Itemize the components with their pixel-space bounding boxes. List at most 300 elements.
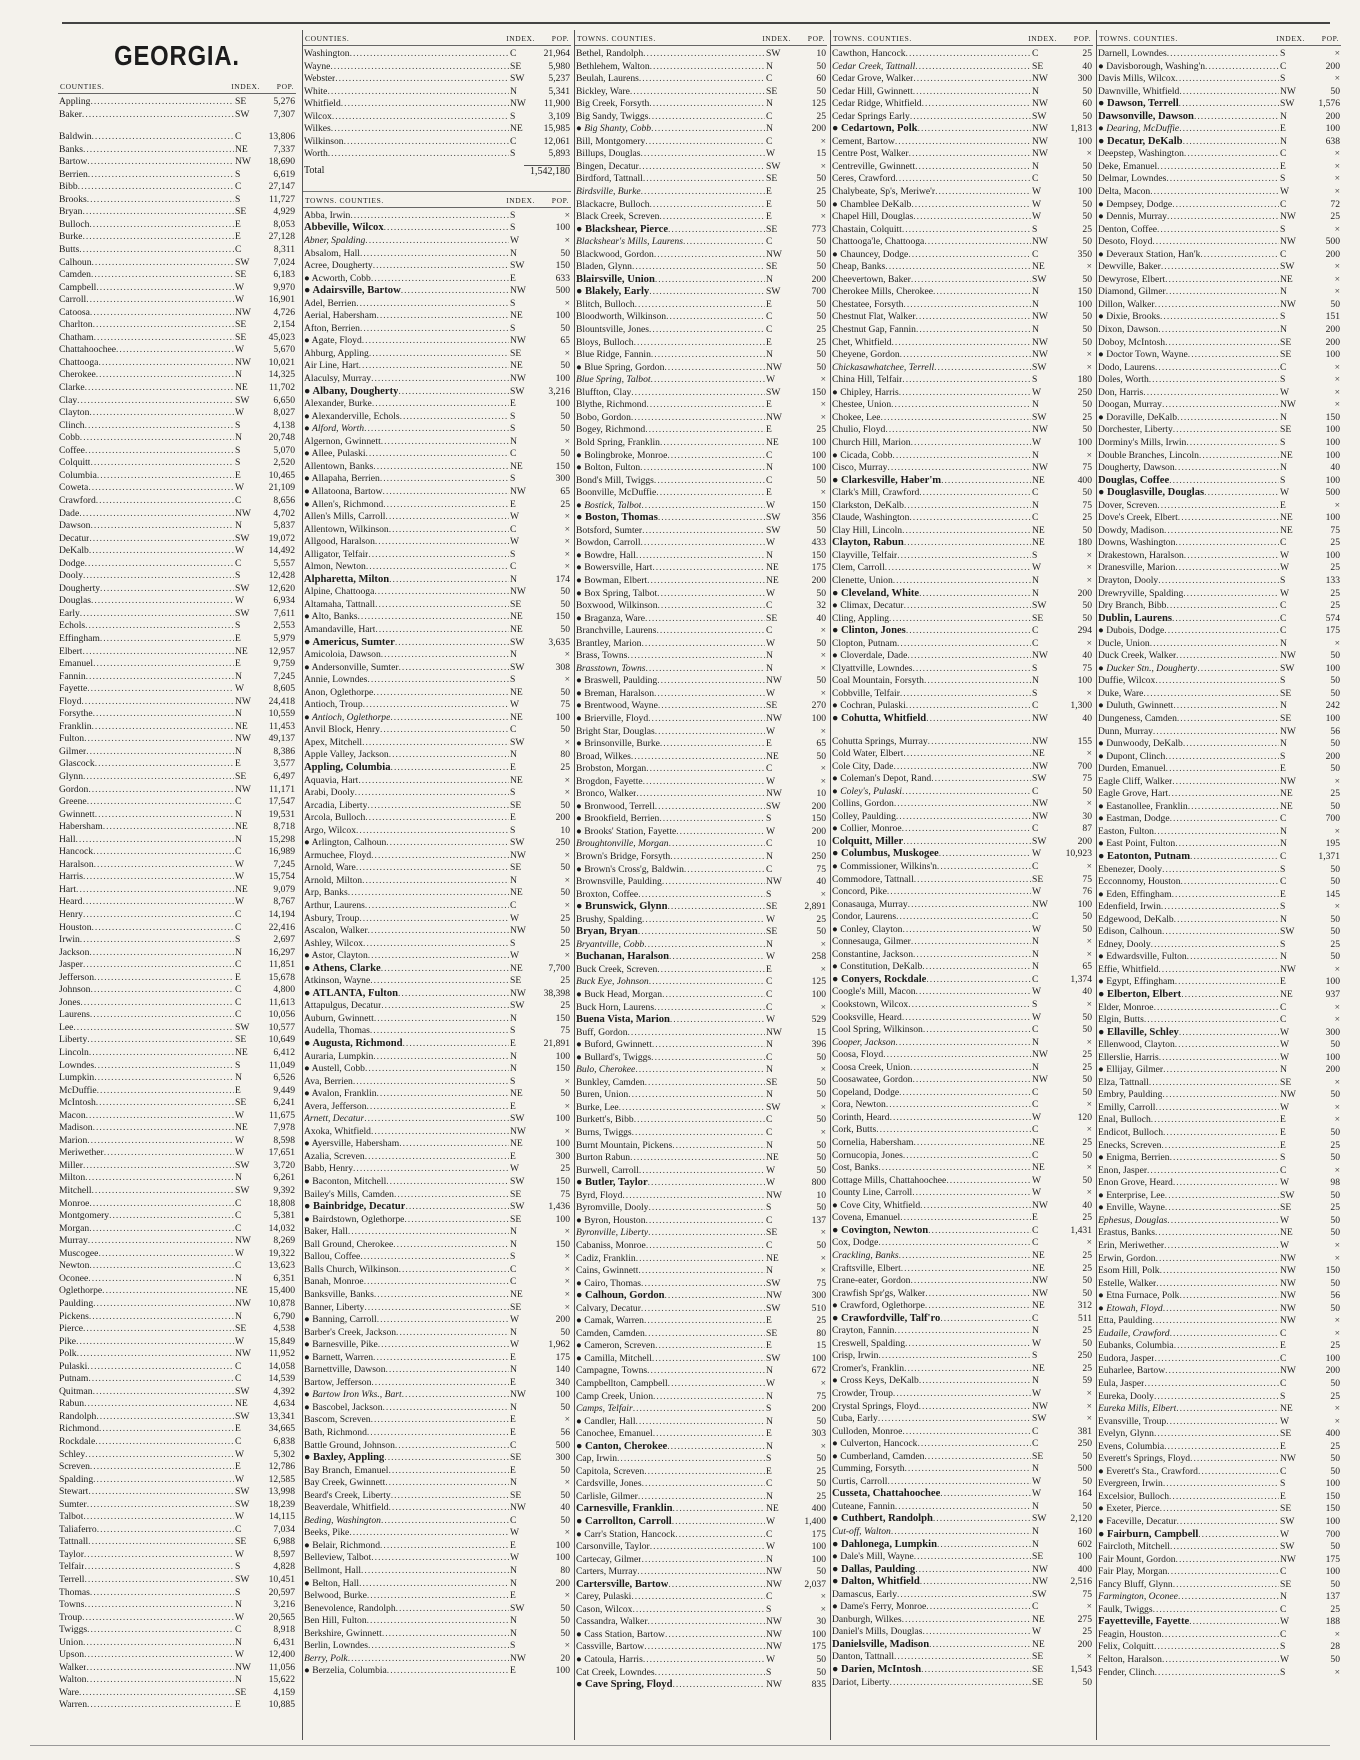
town-row — [831, 236, 1093, 249]
county-name: Dade — [59, 507, 80, 519]
index-cell: S — [1280, 901, 1286, 913]
county-row — [58, 395, 296, 408]
index-cell: N — [1280, 411, 1287, 423]
population-cell: 200 — [811, 1403, 826, 1415]
town-name: Clyattville, Lowndes — [832, 662, 913, 674]
town-name: Eureka, Dooly — [1098, 1390, 1154, 1402]
index-cell: N — [1032, 286, 1039, 298]
population-cell: 100 — [1077, 135, 1092, 147]
index-cell: N — [235, 808, 242, 820]
leader-dots — [92, 721, 234, 734]
index-cell: E — [510, 398, 516, 410]
leader-dots — [642, 914, 765, 927]
leader-dots — [371, 850, 509, 863]
town-row — [831, 1551, 1093, 1564]
leader-dots — [373, 1051, 509, 1064]
town-name: Dranesville, Marion — [1098, 562, 1176, 574]
index-cell: SE — [1280, 336, 1292, 348]
population-cell: 7,024 — [273, 256, 295, 268]
town-name: Eagle Cliff, Walker — [1098, 775, 1173, 787]
town-row — [1097, 788, 1341, 801]
town-name: Birdford, Tattnall — [576, 173, 643, 185]
population-cell: 9,759 — [273, 658, 295, 670]
index-cell: SE — [510, 1213, 522, 1225]
population-cell: 9,970 — [273, 281, 295, 293]
population-cell: 4,828 — [273, 1561, 295, 1573]
population-cell: 200 — [1325, 336, 1340, 348]
leader-dots — [885, 261, 1031, 274]
town-name: ● Eastman, Dodge — [1098, 813, 1170, 825]
population-cell: 200 — [1325, 750, 1340, 762]
leader-dots — [1147, 1165, 1279, 1178]
index-cell: W — [1032, 923, 1042, 935]
leader-dots — [891, 399, 1031, 412]
leader-dots — [902, 374, 1031, 387]
index-cell: NE — [1280, 512, 1293, 524]
index-cell: NE — [510, 623, 523, 635]
town-name: Balls Church, Wilkinson — [304, 1263, 399, 1275]
town-name: Blairsville, Union — [576, 273, 655, 285]
population-cell: 5,557 — [273, 557, 295, 569]
leader-dots — [393, 1239, 509, 1252]
town-row — [575, 249, 827, 262]
index-cell: E — [766, 963, 772, 975]
town-row — [575, 901, 827, 914]
index-cell: S — [510, 937, 516, 949]
index-cell: NW — [1032, 1563, 1048, 1575]
county-name: Clayton — [59, 407, 90, 419]
county-row — [58, 721, 296, 734]
county-name: Murray — [59, 1235, 88, 1247]
population-cell: × — [820, 399, 826, 411]
population-cell: 50 — [560, 1602, 570, 1614]
leader-dots — [88, 1373, 234, 1386]
town-row — [575, 889, 827, 902]
town-name: Church Hill, Marion — [832, 436, 911, 448]
index-cell: W — [1032, 1626, 1042, 1638]
leader-dots — [1151, 1114, 1279, 1127]
town-row — [575, 1353, 827, 1366]
population-cell: 100 — [1077, 898, 1092, 910]
index-cell: N — [235, 369, 242, 381]
header-pop: POP. — [551, 195, 569, 205]
index-cell: E — [766, 1315, 772, 1327]
town-row — [1097, 1265, 1341, 1278]
leader-dots — [631, 387, 765, 400]
county-name: Early — [59, 607, 80, 619]
town-name: ● Augusta, Richmond — [304, 1038, 403, 1050]
index-cell: SE — [1280, 1202, 1292, 1214]
population-cell: 40 — [1082, 986, 1092, 998]
population-cell: 100 — [1325, 449, 1340, 461]
leader-dots — [344, 136, 509, 149]
leader-dots — [79, 244, 234, 257]
leader-dots — [914, 1551, 1031, 1564]
leader-dots — [643, 173, 765, 186]
town-row — [575, 173, 827, 186]
town-row — [1097, 939, 1341, 952]
leader-dots — [1172, 776, 1279, 789]
town-row — [1097, 424, 1341, 437]
town-row — [303, 1151, 571, 1164]
town-row — [1097, 450, 1341, 463]
town-row — [575, 776, 827, 789]
leader-dots — [902, 1614, 1031, 1627]
population-cell: 11,453 — [268, 720, 295, 732]
leader-dots — [1204, 487, 1279, 500]
town-name: ● Deveraux Station, Han'k — [1098, 248, 1201, 260]
town-name: Chestnut Gap, Fannin — [832, 324, 916, 336]
leader-dots — [83, 1323, 234, 1336]
population-cell: 510 — [811, 1302, 826, 1314]
leader-dots — [1165, 751, 1279, 764]
town-row — [303, 436, 571, 449]
index-cell: N — [1032, 936, 1039, 948]
index-cell: C — [766, 311, 773, 323]
town-name: ● Braswell, Paulding — [576, 675, 658, 687]
town-name: Barber's Creek, Jackson — [304, 1326, 397, 1338]
index-cell: NE — [510, 310, 523, 322]
leader-dots — [332, 111, 509, 124]
town-name: Ahburg, Appling — [304, 347, 369, 359]
population-cell: 50 — [816, 1076, 826, 1088]
town-row — [831, 111, 1093, 124]
town-row — [303, 1189, 571, 1202]
county-row — [58, 1423, 296, 1436]
leader-dots — [383, 1402, 509, 1415]
index-cell: W — [235, 344, 245, 356]
index-cell: W — [235, 1611, 245, 1623]
town-name: Ashley, Wilcox — [304, 937, 364, 949]
population-cell: × — [820, 1101, 826, 1113]
population-cell: × — [564, 297, 570, 309]
leader-dots — [628, 1027, 765, 1040]
population-cell: × — [564, 736, 570, 748]
county-row — [58, 934, 296, 947]
town-name: Carnesville, Franklin — [576, 1503, 673, 1515]
county-name: Chatham — [59, 331, 94, 343]
leader-dots — [908, 899, 1031, 912]
town-name: Chestee, Union — [832, 399, 892, 411]
population-cell: 150 — [811, 813, 826, 825]
leader-dots — [83, 570, 234, 583]
population-cell: × — [1334, 223, 1340, 235]
leader-dots — [80, 608, 234, 621]
index-cell: E — [766, 399, 772, 411]
town-name: Cora, Newton — [832, 1099, 886, 1111]
county-name: Jones — [59, 996, 81, 1008]
index-cell: NW — [510, 485, 526, 497]
leader-dots — [93, 708, 234, 721]
town-name: Cling, Appling — [832, 612, 890, 624]
town-row — [303, 624, 571, 637]
population-cell: 270 — [811, 700, 826, 712]
index-cell: NW — [1032, 73, 1048, 85]
town-row — [1097, 1378, 1341, 1391]
index-cell: N — [1280, 825, 1287, 837]
town-name: Douglas, Coffee — [1098, 474, 1170, 486]
county-name: Miller — [59, 1159, 83, 1171]
town-row — [831, 1112, 1093, 1125]
leader-dots — [651, 374, 765, 387]
county-row — [58, 1298, 296, 1311]
town-name: Dodo, Laurens — [1098, 361, 1156, 373]
population-cell: × — [1334, 48, 1340, 59]
leader-dots — [656, 625, 765, 638]
county-row — [58, 997, 296, 1010]
counties-list-continued — [303, 48, 571, 161]
population-cell: 175 — [1325, 625, 1340, 637]
index-cell: SE — [766, 261, 778, 273]
leader-dots — [883, 1049, 1031, 1062]
population-cell: × — [564, 950, 570, 962]
population-cell: × — [1334, 637, 1340, 649]
county-row — [58, 595, 296, 608]
town-row — [575, 412, 827, 425]
leader-dots — [893, 761, 1031, 774]
county-name: Berrien — [59, 168, 88, 180]
population-cell: 50 — [560, 862, 570, 874]
leader-dots — [359, 913, 509, 926]
index-cell: S — [1032, 1350, 1038, 1362]
county-name: Clarke — [59, 382, 85, 394]
population-cell: × — [564, 511, 570, 523]
town-name: ● East Point, Fulton — [1098, 838, 1176, 850]
leader-dots — [878, 1237, 1031, 1250]
index-cell: E — [1280, 888, 1286, 900]
town-name: Davis Mills, Wilcox — [1098, 73, 1176, 85]
index-cell: NE — [1032, 1162, 1045, 1174]
town-row — [1097, 876, 1341, 889]
town-name: Bascom, Screven — [304, 1414, 371, 1426]
leader-dots — [650, 61, 765, 74]
town-row — [303, 837, 571, 850]
town-name: Cole City, Dade — [832, 760, 894, 772]
leader-dots — [83, 771, 234, 784]
town-row — [831, 761, 1093, 774]
town-name: Bailey's Mills, Camden — [304, 1188, 394, 1200]
county-row — [58, 1587, 296, 1600]
town-row — [303, 913, 571, 926]
population-cell: 100 — [1077, 436, 1092, 448]
leader-dots — [89, 545, 234, 558]
index-cell: W — [235, 1649, 245, 1661]
town-row — [303, 699, 571, 712]
index-cell: E — [766, 198, 772, 210]
index-cell: N — [766, 1553, 773, 1565]
county-row — [58, 508, 296, 521]
index-cell: S — [235, 168, 241, 180]
population-cell: 50 — [560, 1464, 570, 1476]
town-name: Belleview, Talbot — [304, 1552, 372, 1564]
index-cell: W — [1280, 1051, 1290, 1063]
town-name: Beulah, Laurens — [576, 73, 639, 85]
population-cell: 250 — [1077, 1350, 1092, 1362]
leader-dots — [1160, 1265, 1279, 1278]
population-cell: × — [564, 1288, 570, 1300]
population-cell: × — [820, 1227, 826, 1239]
town-row — [575, 1428, 827, 1441]
population-cell: 6,838 — [273, 1435, 295, 1447]
index-cell: NE — [1280, 989, 1293, 1001]
town-name: Absalom, Hall — [304, 247, 360, 259]
leader-dots — [84, 1561, 234, 1574]
index-cell: C — [1032, 637, 1039, 649]
population-cell: × — [1086, 549, 1092, 561]
index-cell: C — [235, 1210, 242, 1222]
town-row — [303, 687, 571, 700]
town-row — [575, 562, 827, 575]
population-cell: 300 — [555, 1150, 570, 1162]
town-row — [831, 1501, 1093, 1514]
town-row — [1097, 1227, 1341, 1240]
population-cell: 700 — [1077, 760, 1092, 772]
leader-dots — [654, 475, 765, 488]
index-cell: NE — [510, 611, 523, 623]
population-cell: 15,400 — [268, 1285, 295, 1297]
town-name: Banner, Liberty — [304, 1301, 365, 1313]
town-name: Cheyene, Gordon — [832, 349, 900, 361]
leader-dots — [82, 206, 234, 219]
population-cell: × — [1334, 386, 1340, 398]
leader-dots — [90, 1587, 234, 1600]
index-cell: NE — [766, 436, 779, 448]
population-cell: 50 — [560, 1326, 570, 1338]
index-cell: SE — [235, 269, 247, 281]
leader-dots — [96, 369, 234, 382]
county-name: Wilkinson — [304, 135, 344, 147]
index-cell: SW — [766, 48, 781, 59]
population-cell: 4,538 — [273, 1323, 295, 1335]
leader-dots — [636, 1253, 765, 1266]
population-cell: × — [1334, 1628, 1340, 1640]
index-cell: NW — [235, 306, 251, 318]
county-row — [58, 558, 296, 571]
town-row — [575, 123, 827, 136]
index-cell: C — [766, 625, 773, 637]
population-cell: 50 — [816, 587, 826, 599]
town-name: Estelle, Walker — [1098, 1277, 1157, 1289]
town-name: Fancy Bluff, Glynn — [1098, 1578, 1173, 1590]
leader-dots — [1152, 1315, 1279, 1328]
town-row — [303, 1427, 571, 1440]
county-name: Towns — [59, 1599, 85, 1611]
leader-dots — [89, 1223, 234, 1236]
index-cell: E — [1280, 160, 1286, 172]
index-cell: C — [235, 921, 242, 933]
index-cell: E — [766, 1340, 772, 1352]
town-name: Camp Creek, Union — [576, 1390, 654, 1402]
town-row — [831, 1250, 1093, 1263]
population-cell: 10,923 — [1065, 848, 1092, 860]
town-name: ● Brunswick, Glynn — [576, 901, 668, 913]
town-name: Ebenezer, Dooly — [1098, 863, 1163, 875]
town-name: Armuchee, Floyd — [304, 849, 372, 861]
population-cell: 2,697 — [273, 934, 295, 946]
town-name: ● Avalon, Franklin — [304, 1088, 377, 1100]
leader-dots — [1154, 826, 1279, 839]
town-row — [831, 1350, 1093, 1363]
population-cell: 602 — [1077, 1538, 1092, 1550]
leader-dots — [375, 624, 509, 637]
county-row — [58, 1323, 296, 1336]
town-row — [575, 1253, 827, 1266]
leader-dots — [643, 48, 765, 61]
population-cell: 30 — [816, 1616, 826, 1628]
town-row — [303, 950, 571, 963]
county-row — [58, 859, 296, 872]
population-cell: 80 — [816, 1327, 826, 1339]
population-cell: 50 — [1082, 1275, 1092, 1287]
leader-dots — [643, 776, 765, 789]
town-name: ● Americus, Sumter — [304, 636, 395, 648]
town-row — [303, 1364, 571, 1377]
leader-dots — [914, 874, 1031, 887]
index-cell: C — [766, 1591, 773, 1603]
population-cell: 19,322 — [268, 1247, 295, 1259]
town-name: Arcola, Bulloch — [304, 812, 366, 824]
leader-dots — [373, 1352, 509, 1365]
leader-dots — [896, 811, 1031, 824]
leader-dots — [99, 1423, 234, 1436]
town-row — [831, 1426, 1093, 1439]
town-name: ● Exeter, Pierce — [1098, 1503, 1160, 1515]
county-name: Rabun — [59, 1398, 85, 1410]
index-cell: C — [766, 1001, 773, 1013]
town-name: Drayton, Dooly — [1098, 574, 1159, 586]
town-name: ● Brooks' Station, Fayette — [576, 825, 677, 837]
index-cell: NW — [766, 1290, 782, 1302]
county-name: Monroe — [59, 1197, 90, 1209]
town-name: Ceres, Crawford — [832, 173, 896, 185]
index-cell: S — [766, 813, 772, 825]
leader-dots — [1163, 1478, 1279, 1491]
population-cell: 25 — [1082, 1061, 1092, 1073]
index-cell: N — [766, 650, 773, 662]
county-row — [58, 470, 296, 483]
index-cell: NW — [766, 1026, 782, 1038]
leader-dots — [82, 646, 234, 659]
population-cell: 381 — [1077, 1425, 1092, 1437]
county-row — [58, 1474, 296, 1487]
town-name: ● Alexanderville, Echols — [304, 410, 400, 422]
town-row — [831, 1677, 1093, 1690]
town-row — [831, 899, 1093, 912]
town-row — [303, 1000, 571, 1013]
index-cell: NE — [1280, 1403, 1293, 1415]
population-cell: 100 — [811, 1352, 826, 1364]
population-cell: × — [1086, 574, 1092, 586]
county-row — [58, 1574, 296, 1587]
leader-dots — [641, 186, 765, 199]
column-header — [1097, 30, 1341, 46]
leader-dots — [368, 1640, 509, 1653]
town-row — [1097, 161, 1341, 174]
population-cell: 50 — [816, 1415, 826, 1427]
county-row — [58, 708, 296, 721]
population-cell: 3,720 — [273, 1159, 295, 1171]
population-cell: 50 — [1082, 399, 1092, 411]
county-name: Clay — [59, 394, 78, 406]
town-row — [575, 437, 827, 450]
index-cell: W — [766, 825, 776, 837]
town-row — [831, 736, 1093, 749]
town-row — [575, 525, 827, 538]
index-cell: N — [510, 85, 517, 97]
town-row — [575, 1391, 827, 1404]
index-cell: E — [510, 812, 516, 824]
town-row — [303, 335, 571, 348]
